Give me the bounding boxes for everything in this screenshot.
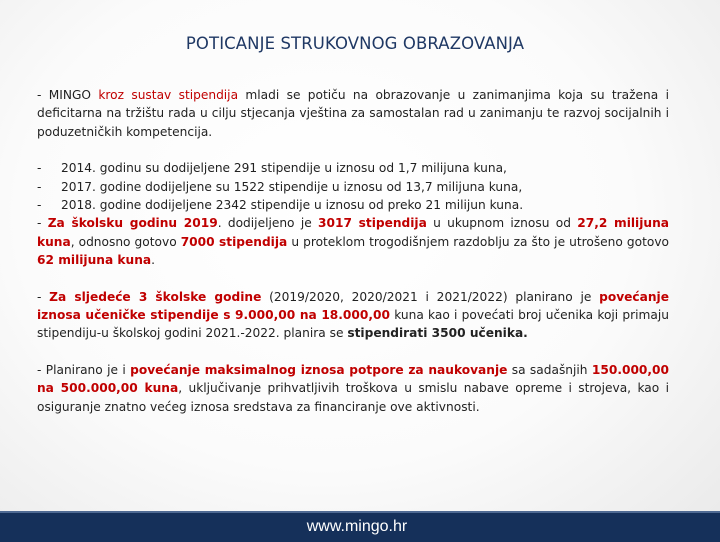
list-item: - 2017. godine dodijeljene su 1522 stipendije u iznosu od 13,7 milijuna kuna, xyxy=(37,179,523,194)
paragraph-intro xyxy=(37,86,669,141)
paragraph-apprenticeship: - Planirano je i povećanje maksimalnog iznosa potpore za naukovanje sa sadašnjih 150.000,00 na 500.000,00 kuna, uključivanje prihvatljivih troškova u smislu nabave opreme i strojeva, kao i osiguranje znatno većeg iznosa sredstava za financiranje ove aktivnosti. xyxy=(37,362,669,414)
highlight-text: Za školsku godinu 2019 xyxy=(47,216,218,231)
list-item: - 2018. godine dodijeljene 2342 stipendije u iznosu od preko 21 milijun kuna. xyxy=(37,198,524,213)
paragraph-next-years: - Za sljedeće 3 školske godine (2019/2020, 2020/2021 i 2021/2022) planirano je povećanje iznosa učeničke stipendije s 9.000,00 na 18.000,00 kuna kao i povećati broj učenika koji primaju stipendiju-u školskoj godini 2021.-2022. planira se stipendirati 3500 učenika. xyxy=(37,289,669,341)
highlight-text: povećanje iznosa učeničke stipendije s 9.000,00 na 18.000,00 xyxy=(37,289,669,323)
highlight-text: 150.000,00 na 500.000,00 kuna xyxy=(37,362,669,396)
list-item: - 2014. godinu su dodijeljene 291 stipendije u iznosu od 1,7 milijuna kuna, xyxy=(37,161,507,176)
highlight-text: povećanje maksimalnog iznosa potpore za naukovanje xyxy=(130,362,508,377)
footer-url: www.mingo.hr xyxy=(306,518,408,535)
highlight-text: 62 milijuna kuna xyxy=(37,253,152,268)
text-run: - MINGO xyxy=(37,88,99,102)
scholarship-list xyxy=(37,159,669,214)
highlight-text: Za sljedeće 3 školske godine xyxy=(49,289,262,304)
bold-text: stipendirati 3500 učenika. xyxy=(347,326,528,341)
slide-content xyxy=(37,86,669,416)
highlight-text: kroz sustav stipendija xyxy=(98,88,239,102)
paragraph-2019: - Za školsku godinu 2019. dodijeljeno je 3017 stipendija u ukupnom iznosu od 27,2 milijuna kuna, odnosno gotovo 7000 stipendija u proteklom trogodišnjem razdoblju za što je utrošeno gotovo 62 milijuna kuna. xyxy=(37,216,669,268)
highlight-text: 7000 stipendija xyxy=(180,234,288,249)
highlight-text: 3017 stipendija xyxy=(318,216,427,231)
text-run: mladi se potiču na obrazovanje u zanimanjima koja su tražena i deficitarna na tržištu rada u cilju stjecanja vještina za samostalan rad u zanimanju te razvoj socijalnih i poduzetničkih kompetencija. xyxy=(37,88,669,139)
highlight-text: 27,2 milijuna kuna xyxy=(37,216,669,249)
page-title: POTICANJE STRUKOVNOG OBRAZOVANJA xyxy=(185,34,525,53)
footer-bar xyxy=(0,511,720,542)
